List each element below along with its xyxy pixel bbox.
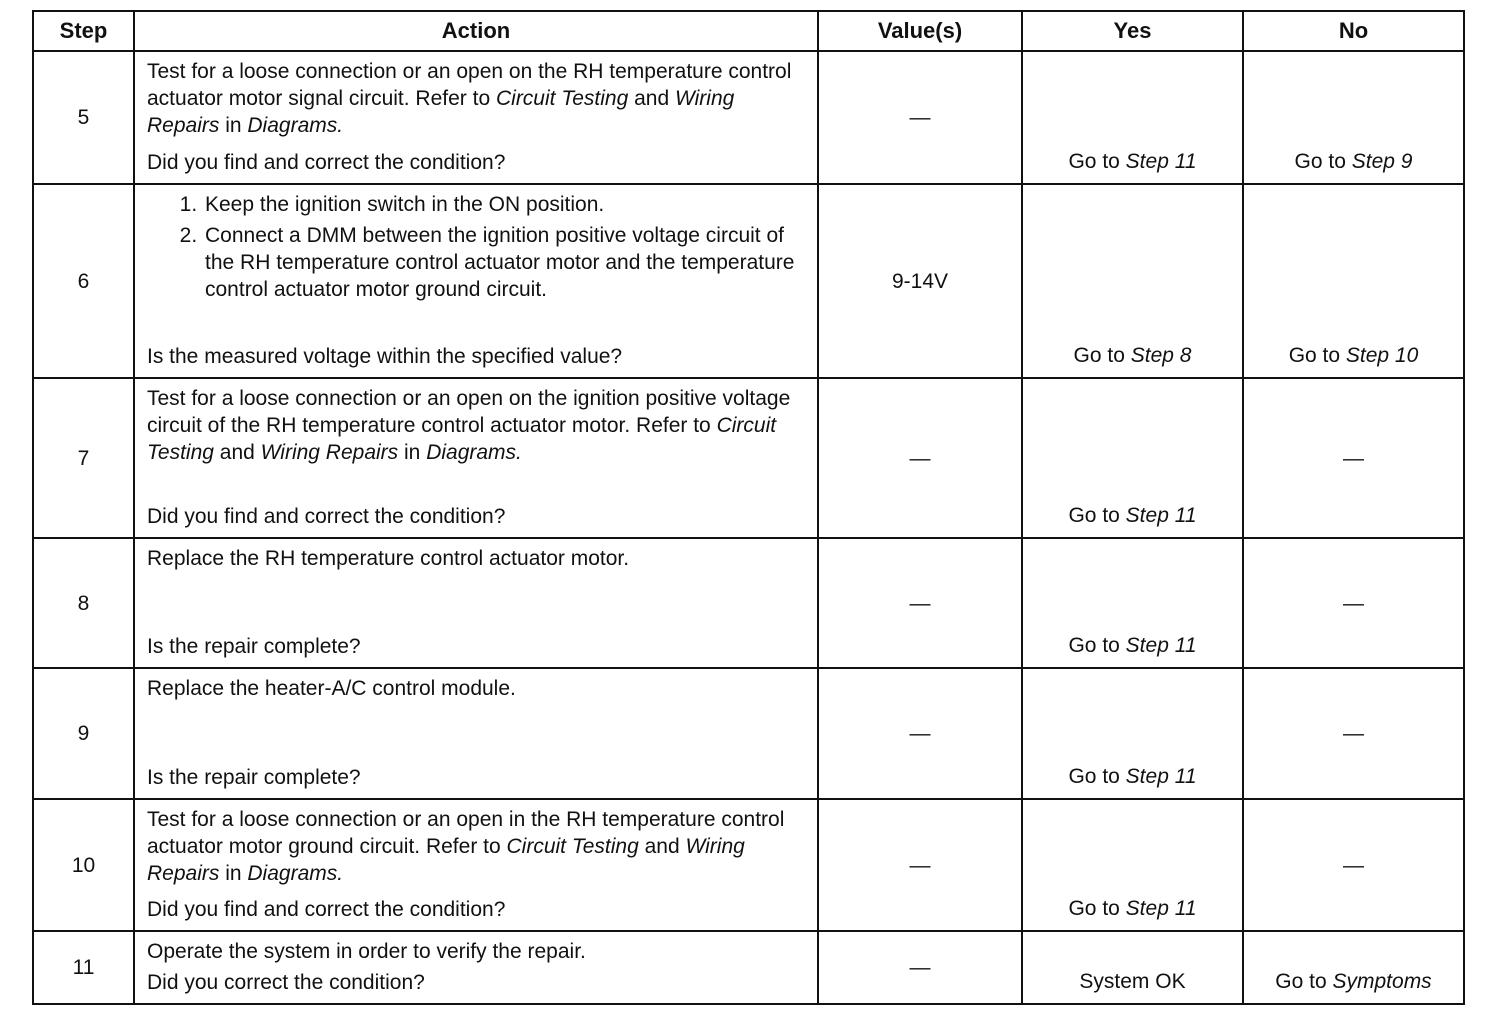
no-cell: — bbox=[1243, 538, 1464, 668]
action-text: Replace the heater-A/C control module. bbox=[147, 677, 516, 700]
table-row-step-10 bbox=[33, 799, 1464, 931]
step-number: 7 bbox=[33, 378, 134, 538]
value-cell: — bbox=[818, 931, 1022, 1004]
yes-cell: Go to Step 11 bbox=[1022, 799, 1243, 931]
action-cell bbox=[134, 799, 818, 931]
action-question: Did you find and correct the condition? bbox=[147, 505, 506, 528]
action-cell bbox=[134, 378, 818, 538]
value-cell: — bbox=[818, 538, 1022, 668]
action-steps-list bbox=[147, 191, 807, 307]
header-yes: Yes bbox=[1022, 11, 1243, 51]
table-row-step-11 bbox=[33, 931, 1464, 1004]
no-cell: Go to Step 9 bbox=[1243, 51, 1464, 184]
action-question: Is the repair complete? bbox=[147, 635, 361, 658]
diagnostic-table bbox=[32, 10, 1465, 1005]
action-question: Did you find and correct the condition? bbox=[147, 151, 506, 174]
header-values: Value(s) bbox=[818, 11, 1022, 51]
list-item: 2. Connect a DMM between the ignition positive voltage circuit of the RH temperature control actuator motor and the temperature control actuator motor ground circuit. bbox=[203, 222, 807, 303]
action-question: Did you find and correct the condition? bbox=[147, 898, 506, 921]
yes-cell: Go to Step 8 bbox=[1022, 184, 1243, 378]
action-cell bbox=[134, 931, 818, 1004]
yes-cell: Go to Step 11 bbox=[1022, 378, 1243, 538]
step-number: 9 bbox=[33, 668, 134, 799]
yes-cell: Go to Step 11 bbox=[1022, 668, 1243, 799]
header-row bbox=[33, 11, 1464, 51]
yes-cell: Go to Step 11 bbox=[1022, 51, 1243, 184]
action-text: Operate the system in order to verify the repair. bbox=[147, 940, 586, 963]
no-cell: — bbox=[1243, 799, 1464, 931]
table-row-step-5 bbox=[33, 51, 1464, 184]
value-cell: — bbox=[818, 668, 1022, 799]
table-row-step-6 bbox=[33, 184, 1464, 378]
header-action: Action bbox=[134, 11, 818, 51]
action-cell bbox=[134, 184, 818, 378]
action-cell bbox=[134, 668, 818, 799]
header-no: No bbox=[1243, 11, 1464, 51]
step-number: 11 bbox=[33, 931, 134, 1004]
step-number: 10 bbox=[33, 799, 134, 931]
step-number: 6 bbox=[33, 184, 134, 378]
action-question: Is the measured voltage within the specified value? bbox=[147, 345, 623, 368]
table-row-step-7 bbox=[33, 378, 1464, 538]
no-cell: Go to Symptoms bbox=[1243, 931, 1464, 1004]
action-question: Did you correct the condition? bbox=[147, 971, 425, 994]
list-item: 1. Keep the ignition switch in the ON position. bbox=[203, 191, 807, 218]
yes-cell: System OK bbox=[1022, 931, 1243, 1004]
step-number: 5 bbox=[33, 51, 134, 184]
yes-cell: Go to Step 11 bbox=[1022, 538, 1243, 668]
value-cell: 9-14V bbox=[818, 184, 1022, 378]
value-cell: — bbox=[818, 378, 1022, 538]
action-text: Replace the RH temperature control actuator motor. bbox=[147, 547, 630, 570]
action-question: Is the repair complete? bbox=[147, 766, 361, 789]
no-cell: — bbox=[1243, 668, 1464, 799]
table-row-step-8 bbox=[33, 538, 1464, 668]
value-cell: — bbox=[818, 51, 1022, 184]
action-cell bbox=[134, 51, 818, 184]
action-text: Test for a loose connection or an open on the RH temperature control actuator motor signal circuit. Refer to Circuit Testing and Wiring Repairs in Diagrams. bbox=[147, 60, 792, 137]
value-cell: — bbox=[818, 799, 1022, 931]
action-text: Test for a loose connection or an open on the ignition positive voltage circuit of the RH temperature control actuator motor. Refer to Circuit Testing and Wiring Repairs in Diagrams. bbox=[147, 387, 791, 464]
step-number: 8 bbox=[33, 538, 134, 668]
header-step: Step bbox=[33, 11, 134, 51]
no-cell: Go to Step 10 bbox=[1243, 184, 1464, 378]
no-cell: — bbox=[1243, 378, 1464, 538]
action-text: Test for a loose connection or an open in the RH temperature control actuator motor ground circuit. Refer to Circuit Testing and Wiring Repairs in Diagrams. bbox=[147, 808, 785, 885]
action-cell bbox=[134, 538, 818, 668]
table-row-step-9 bbox=[33, 668, 1464, 799]
